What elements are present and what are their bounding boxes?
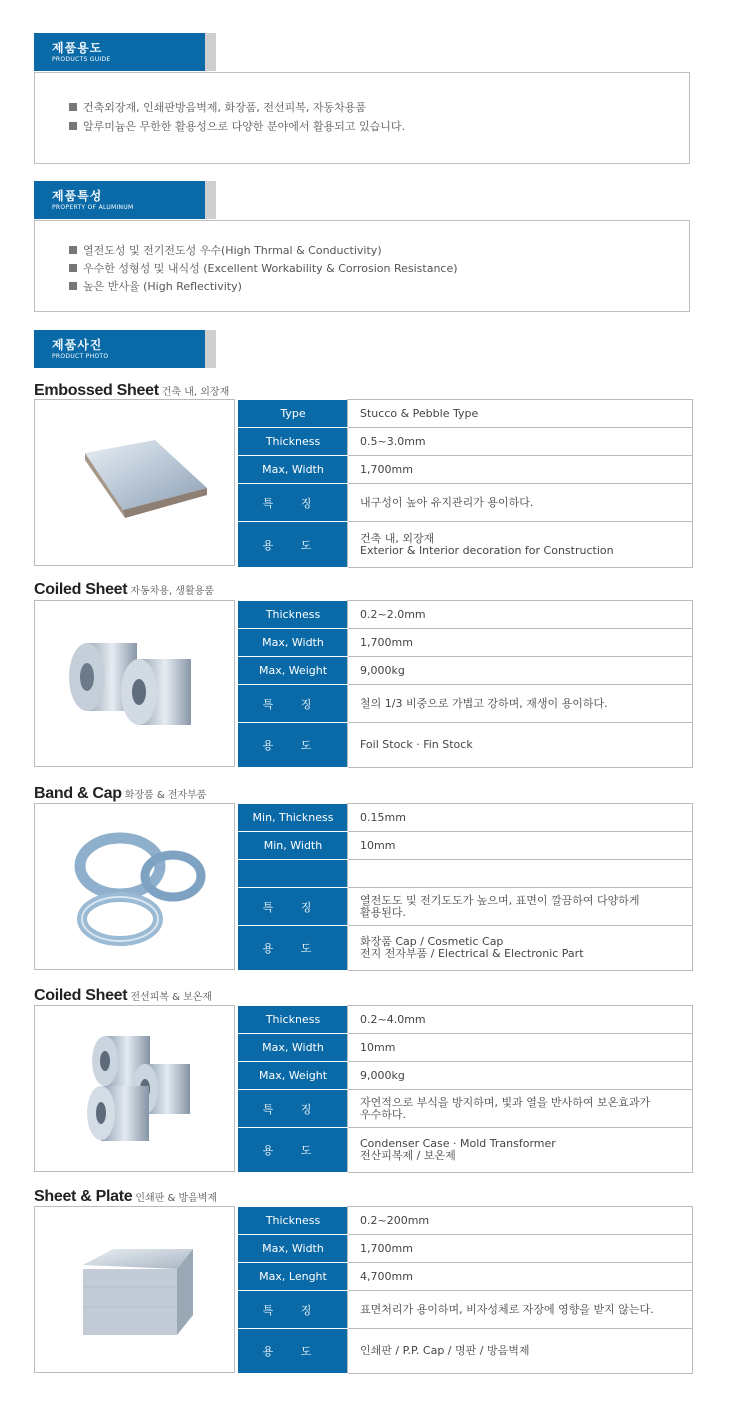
spec-value: 0.2~4.0mm [348,1006,693,1034]
table-row [239,1090,693,1128]
spec-value: 표면처리가 용이하며, 비자성체로 자장에 영향을 받지 않는다. [348,1291,693,1329]
spec-value: 철의 1/3 비중으로 가볍고 강하며, 재생이 용이하다. [348,685,693,723]
product-title [34,1186,217,1206]
text-label: 건축외장재, 인쇄판방음벽제, 화장품, 전선피복, 자동차용품 [83,101,366,114]
coiled-sheet-image [34,600,235,767]
section-title: 제품특성 [52,189,103,203]
spec-value: Stucco & Pebble Type [348,400,693,428]
spec-table [238,600,693,768]
table-row [239,860,693,888]
spec-value: 0.2~200mm [348,1207,693,1235]
table-row [239,832,693,860]
spec-label: Max, Weight [239,1062,348,1090]
spec-label: 용 도 [239,723,348,768]
spec-value [348,1090,693,1128]
list-item [69,242,382,258]
spec-label: 특 징 [239,685,348,723]
table-row [239,400,693,428]
bullet-square-icon [69,122,77,130]
list-item [69,118,405,134]
section-subtitle: PRODUCT PHOTO [52,353,109,360]
table-row [239,804,693,832]
text-label: 건축 내, 외장재 [161,387,230,398]
text-label: 우수한 성형성 및 내식성 (Excellent Workability & Corrosion Resistance) [83,262,458,275]
spec-value: 0.5~3.0mm [348,428,693,456]
table-row [239,1128,693,1173]
text-label: Band & Cap [34,785,122,802]
spec-value [348,926,693,971]
table-row [239,456,693,484]
spec-value: 10mm [348,832,693,860]
spec-value: 0.15mm [348,804,693,832]
spec-label: Max, Lenght [239,1263,348,1291]
spec-label: Thickness [239,601,348,629]
spec-value: 1,700mm [348,629,693,657]
spec-value: Foil Stock · Fin Stock [348,723,693,768]
text-label: Embossed Sheet [34,382,159,399]
text-label: 화장품 Cap / Cosmetic Cap [360,935,504,948]
section-header-product-photo [34,330,216,368]
property-box [34,220,690,312]
spec-label: Thickness [239,1207,348,1235]
spec-label: 특 징 [239,1291,348,1329]
spec-label: Max, Weight [239,657,348,685]
table-row [239,685,693,723]
spec-table [238,399,693,568]
spec-label: 용 도 [239,1128,348,1173]
spec-value: 1,700mm [348,456,693,484]
spec-label: Max, Width [239,1034,348,1062]
spec-label: 용 도 [239,522,348,568]
text-label: Exterior & Interior decoration for Construction [360,543,614,557]
bullet-square-icon [69,246,77,254]
spec-value: 9,000kg [348,1062,693,1090]
table-row [239,428,693,456]
spec-value [348,860,693,888]
product-title [34,579,214,599]
spec-label: 용 도 [239,926,348,971]
embossed-sheet-image [34,399,235,566]
spec-value: 인쇄판 / P.P. Cap / 명판 / 방음벽제 [348,1329,693,1374]
text-label: 건축 내, 외장재 [360,531,435,545]
section-header-products-guide [34,33,216,71]
spec-value: 9,000kg [348,657,693,685]
bullet-square-icon [69,103,77,111]
spec-label: 특 징 [239,888,348,926]
text-label: Coiled Sheet [34,987,128,1004]
table-row [239,926,693,971]
spec-value: 내구성이 높아 유지관리가 용이하다. [348,484,693,522]
bullet-square-icon [69,282,77,290]
spec-label: 특 징 [239,484,348,522]
band-cap-image [34,803,235,970]
text-label: 우수하다. [360,1107,407,1121]
spec-value: 4,700mm [348,1263,693,1291]
spec-table [238,1005,693,1173]
product-title [34,380,229,400]
section-subtitle: PROPERTY OF ALUMINUM [52,204,134,211]
text-label: Condenser Case · Mold Transformer [360,1137,556,1150]
section-subtitle: PRODUCTS GUIDE [52,56,111,63]
text-label: 열전도성 및 전기전도성 우수(High Thrmal & Conductivity) [83,244,382,257]
spec-value [348,1128,693,1173]
spec-table [238,803,693,971]
text-label: 전지 전자부품 / Electrical & Electronic Part [360,947,584,960]
table-row [239,1291,693,1329]
table-row [239,629,693,657]
spec-label: Type [239,400,348,428]
table-row [239,888,693,926]
spec-label: Min, Width [239,832,348,860]
spec-value [348,888,693,926]
list-item [69,260,458,276]
list-item [69,278,242,294]
text-label: Sheet & Plate [34,1188,133,1205]
text-label: Coiled Sheet [34,581,128,598]
coiled-sheet-stack-image [34,1005,235,1172]
spec-label: Max, Width [239,456,348,484]
table-row [239,1207,693,1235]
text-label: 전산피복제 / 보온제 [360,1149,456,1162]
list-item [69,99,366,115]
table-row [239,657,693,685]
table-row [239,1263,693,1291]
product-title [34,783,206,803]
table-row [239,1006,693,1034]
section-title: 제품사진 [52,338,103,352]
text-label: 자연적으로 부식을 방지하며, 빛과 열을 반사하여 보온효과가 [360,1095,651,1109]
table-row [239,484,693,522]
text-label: 열전도도 및 전기도도가 높으며, 표면이 깔끔하여 다양하게 [360,893,640,907]
product-title [34,985,212,1005]
spec-value: 0.2~2.0mm [348,601,693,629]
spec-label: Thickness [239,1006,348,1034]
spec-value: 1,700mm [348,1235,693,1263]
table-row [239,723,693,768]
text-label: 자동차용, 생활용품 [130,586,214,597]
spec-label: 용 도 [239,1329,348,1374]
spec-value: 10mm [348,1034,693,1062]
table-row [239,601,693,629]
bullet-square-icon [69,264,77,272]
spec-table [238,1206,693,1374]
spec-label: Max, Width [239,629,348,657]
spec-label [239,860,348,888]
text-label: 알루미늄은 무한한 활용성으로 다양한 분야에서 활용되고 있습니다. [83,120,406,133]
spec-value [348,522,693,568]
text-label: 활용된다. [360,905,407,919]
section-title: 제품용도 [52,41,103,55]
products-guide-box [34,72,690,164]
text-label: 인쇄판 & 방음벽제 [135,1193,218,1204]
text-label: 높은 반사율 (High Reflectivity) [83,280,242,293]
text-label: 화장품 & 전자부품 [124,790,207,801]
table-row [239,1329,693,1374]
table-row [239,1034,693,1062]
table-row [239,1235,693,1263]
spec-label: Thickness [239,428,348,456]
table-row [239,522,693,568]
spec-label: Max, Width [239,1235,348,1263]
spec-label: 특 징 [239,1090,348,1128]
spec-label: Min, Thickness [239,804,348,832]
section-header-property [34,181,216,219]
table-row [239,1062,693,1090]
text-label: 전선피복 & 보온재 [130,992,213,1003]
sheet-plate-image [34,1206,235,1373]
